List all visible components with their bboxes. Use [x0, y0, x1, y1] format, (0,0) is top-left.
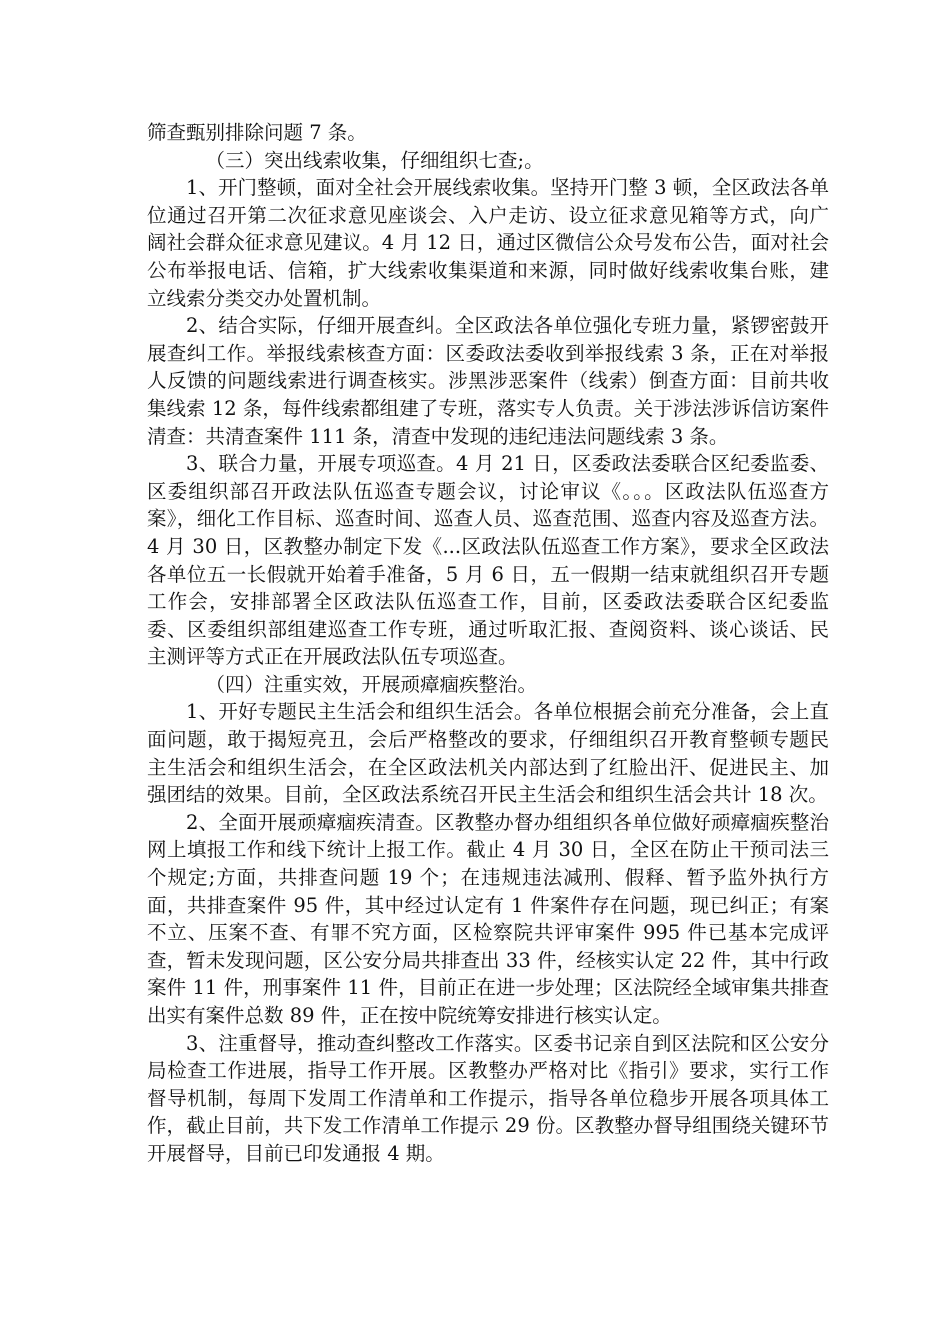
section-heading-4: （四）注重实效，开展顽瘴痼疾整治。	[205, 672, 538, 696]
paragraph-investigation: 2、结合实际，仔细开展查纠。全区政法各单位强化专班力量，紧锣密鼓开展查纠工作。举报线索核查方面：区委政法委收到举报线索 3 条，正在对举报人反馈的问题线索进行调查核实。涉黑涉恶案件（线索）倒查方面：目前共收集线索 12 条，每件线索都组建了专班，落实专人负责。关于涉法涉诉信访案件清查：共清查案件 111 条，清查中发现的违纪违法问题线索 3 条。	[147, 314, 829, 448]
paragraph-problem-clearance: 2、全面开展顽瘴痼疾清查。区教整办督办组组织各单位做好顽瘴痼疾整治网上填报工作和线下统计上报工作。截止 4 月 30 日，全区在防止干预司法三个规定;方面，共排查问题 19 个；在违规违法减刑、假释、暂予监外执行方面，共排查案件 95 件，其中经过认定有 1 件案件存在问题，现已纠正；有案不立、压案不查、有罪不究方面，区检察院共评审案件 995 件已基本完成评查，暂未发现问题，区公安分局共排查出 33 件，经核实认定 22 件，其中行政案件 11 件，刑事案件 11 件，目前正在进一步处理；区法院经全域审集共排查出实有案件总数 89 件，正在按中院统筹安排进行核实认定。	[147, 810, 829, 1027]
paragraph-screening-summary: 筛查甄别排除问题 7 条。	[147, 121, 367, 144]
paragraph-special-inspection: 3、联合力量，开展专项巡查。4 月 21 日，区委政法委联合区纪委监委、区委组织部召开政法队伍巡查专题会议，讨论审议《。。。区政法队伍巡查方案》，细化工作目标、巡查时间、巡查人员、巡查范围、巡查内容及巡查方法。4 月 30 日，区教整办制定下发《...区政法队伍巡查工作方案》，要求全区政法各单位五一长假就开始着手准备，5 月 6 日，五一假期一结束就组织召开专题工作会，安排部署全区政法队伍巡查工作，目前，区委政法委联合区纪委监委、区委组织部组建巡查工作专班，通过听取汇报、查阅资料、谈心谈话、民主测评等方式正在开展政法队伍专项巡查。	[147, 452, 829, 669]
paragraph-open-rectification: 1、开门整顿，面对全社会开展线索收集。坚持开门整 3 顿，全区政法各单位通过召开第二次征求意见座谈会、入户走访、设立征求意见箱等方式，向广阔社会群众征求意见建议。4 月 12 日，通过区微信公众号发布公告，面对社会公布举报电话、信箱，扩大线索收集渠道和来源，同时做好线索收集台账，建立线索分类交办处置机制。	[147, 176, 829, 310]
section-heading-3: （三）突出线索收集，仔细组织七查;。	[205, 148, 544, 172]
document-page	[147, 119, 829, 1168]
paragraph-democratic-meetings: 1、开好专题民主生活会和组织生活会。各单位根据会前充分准备，会上直面问题，敢于揭短亮丑，会后严格整改的要求，仔细组织召开教育整顿专题民主生活会和组织生活会，在全区政法机关内部达到了红脸出汗、促进民主、加强团结的效果。目前，全区政法系统召开民主生活会和组织生活会共计 18 次。	[147, 700, 829, 807]
paragraph-supervision: 3、注重督导，推动查纠整改工作落实。区委书记亲自到区法院和区公安分局检查工作进展，指导工作开展。区教整办严格对比《指引》要求，实行工作督导机制，每周下发周工作清单和工作提示，指导各单位稳步开展各项具体工作，截止目前，共下发工作清单工作提示 29 份。区教整办督导组围绕关键环节开展督导，目前已印发通报 4 期。	[147, 1031, 829, 1165]
